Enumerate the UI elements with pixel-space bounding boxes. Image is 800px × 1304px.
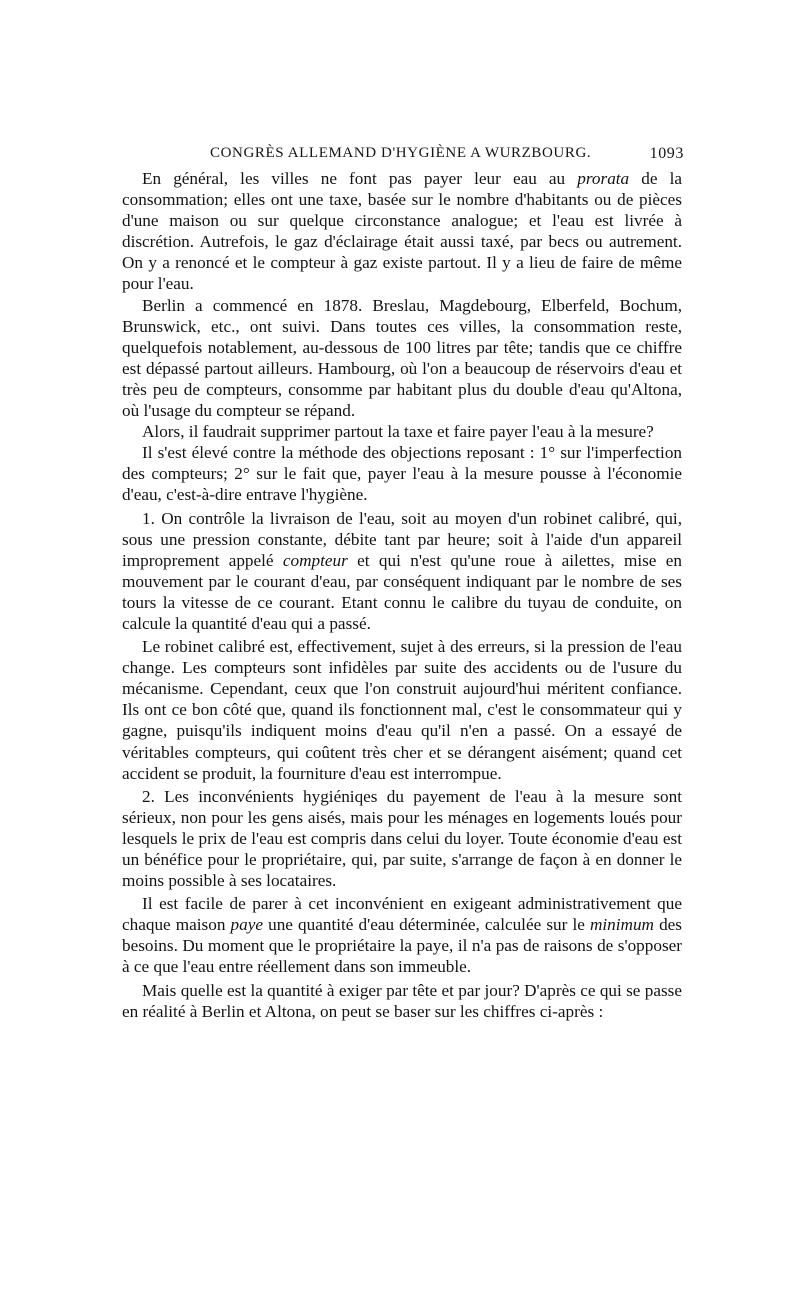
italic-term: prorata <box>577 169 630 188</box>
paragraph: Il est facile de parer à cet inconvénient en exigeant administrativement que chaque maison paye une quantité d'eau déterminée, calculée sur le minimum des besoins. Du moment que le propriétaire la paye, il n'a pas de raisons de s'opposer à ce que l'eau entre réellement dans son immeuble. <box>122 894 682 977</box>
paragraph: 2. Les inconvénients hygiéniqes du payement de l'eau à la mesure sont sérieux, non pour les gens aisés, mais pour les ménages en logements loués pour lesquels le prix de l'eau est compris dans celui du loyer. Toute économie d'eau est un bénéfice pour le propriétaire, qui, par suite, s'arrange de façon à en donner le moins possible à ses locataires. <box>122 786 682 891</box>
italic-term: compteur <box>282 550 348 570</box>
body-text <box>122 168 682 1022</box>
paragraph: Alors, il faudrait supprimer partout la taxe et faire payer l'eau à la mesure? <box>142 422 654 442</box>
page-header <box>122 140 682 168</box>
italic-term: minimum <box>589 915 654 935</box>
running-title: CONGRÈS ALLEMAND D'HYGIÈNE A WURZBOURG. <box>210 145 592 161</box>
paragraph: Berlin a commencé en 1878. Breslau, Magdebourg, Elberfeld, Bochum, Brunswick, etc., ont suivi. Dans toutes ces villes, la consommation reste, quelquefois notablement, au-dessous de 100 litres par tête; tandis que ce chiffre est dépassé partout ailleurs. Hambourg, où l'on a beaucoup de réservoirs d'eau et très peu de compteurs, consomme par habitant plus du double d'eau qu'Altona, où l'usage du compteur se répand. <box>122 295 682 421</box>
book-page <box>122 140 682 1022</box>
paragraph: En général, les villes ne font pas payer leur eau au prorata de la consommation; elles ont une taxe, basée sur le nombre d'habitants ou de pièces d'une maison ou sur quelque circonstance analogue; et l'eau est livrée à discrétion. Autrefois, le gaz d'éclairage était aussi taxé, par becs ou autrement. On y a renoncé et le compteur à gaz existe partout. Il y a lieu de faire de même pour l'eau. <box>122 169 682 294</box>
paragraph: Le robinet calibré est, effectivement, sujet à des erreurs, si la pression de l'eau change. Les compteurs sont infidèles par suite des accidents ou de l'usure du mécanisme. Cependant, ceux que l'on construit aujourd'hui méritent confiance. Ils ont ce bon côté que, quand ils fonctionnent mal, c'est le consommateur qui y gagne, puisqu'ils indiquent moins d'eau qu'il n'en a passé. On a essayé de véritables compteurs, qui coûtent très cher et se dérangent aisément; quand cet accident se produit, la fourniture d'eau est interrompue. <box>122 637 682 783</box>
italic-term: paye <box>230 915 263 935</box>
paragraph: 1. On contrôle la livraison de l'eau, soit au moyen d'un robinet calibré, qui, sous une pression constante, débite tant par heure; soit à l'aide d'un appareil improprement appelé compteur et qui n'est qu'une roue à ailettes, mise en mouvement par le courant d'eau, par conséquent indiquant par le nombre de ses tours la vitesse de ce courant. Etant connu le calibre du tuyau de conduite, on calcule la quantité d'eau qui a passé. <box>122 508 682 633</box>
paragraph: Il s'est élevé contre la méthode des objections reposant : 1° sur l'imperfection des compteurs; 2° sur le fait que, payer l'eau à la mesure pousse à l'économie d'eau, c'est-à-dire entrave l'hygiène. <box>122 443 682 505</box>
page-number: 1093 <box>649 145 684 162</box>
paragraph: Mais quelle est la quantité à exiger par tête et par jour? D'après ce qui se passe en réalité à Berlin et Altona, on peut se baser sur les chiffres ci-après : <box>122 980 682 1021</box>
